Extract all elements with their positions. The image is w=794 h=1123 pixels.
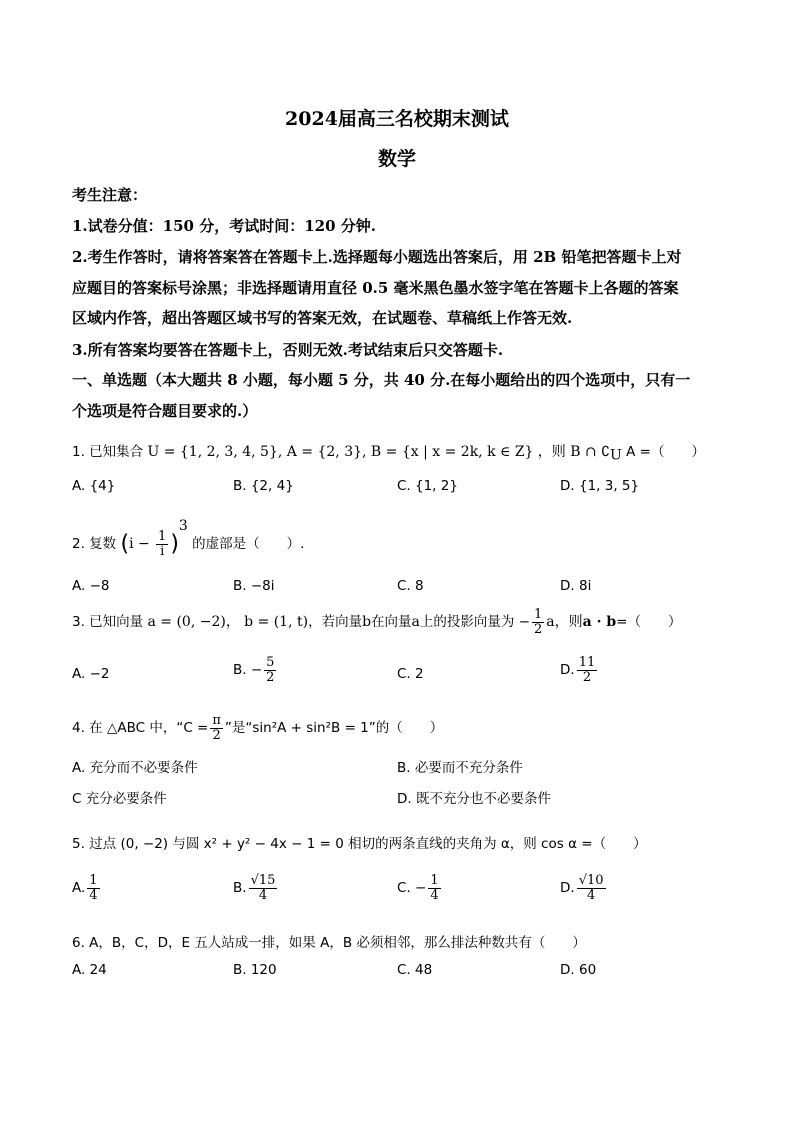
q2-inner: i − (129, 536, 150, 552)
q3-text-i: =（ ） (616, 614, 682, 631)
q2-option-a: A. −8 (72, 578, 110, 594)
q1-option-d: D. {1, 3, 5} (560, 478, 640, 494)
notice-line-1: 1.试卷分值：150 分，考试时间：120 分钟. (72, 217, 376, 235)
question-1-stem (72, 440, 722, 464)
q3-option-c: C. 2 (397, 666, 424, 682)
question-4-stem (72, 714, 722, 742)
q1-sets: U = {1, 2, 3, 4, 5}, A = {2, 3}, B = {x | x = 2k, k ∈ Z} (147, 444, 534, 460)
question-2-stem: 2. 复数 (i − $\frac{1}{i}$ )$^3$ 的虚部是（ ）. (72, 518, 305, 559)
q2-power: 3 (178, 518, 188, 534)
q5-option-d: D. $\frac{√10}{4}$ (560, 873, 604, 903)
q1-sub: U (610, 447, 622, 464)
notice-line-2c: 区域内作答，超出答题区域书写的答案无效，在试题卷、草稿纸上作答无效. (72, 309, 573, 327)
q4-option-d: D. 既不充分也不必要条件 (397, 791, 551, 807)
q1-end: A =（ ） (626, 444, 705, 460)
q2-prefix: 2. 复数 (72, 536, 117, 552)
notice-line-2b: 应题目的答案标号涂黑；非选择题请用直径 0.5 毫米黑色墨水签字笔在答题卡上各题的答案 (72, 279, 679, 297)
q4-option-b: B. 必要而不充分条件 (397, 760, 523, 776)
q2-option-b: B. −8i (233, 578, 275, 594)
q6-option-c: C. 48 (397, 962, 433, 978)
subject-title: 数学 (377, 148, 416, 170)
section-heading-a: 一、单选题（本大题共 8 小题，每小题 5 分，共 40 分.在每小题给出的四个选项中，只有一 (72, 371, 691, 389)
q1-option-b: B. {2, 4} (233, 478, 294, 494)
q3-text-b: ，若向量 (308, 614, 363, 631)
q1-option-a: A. {4} (72, 478, 116, 494)
q6-option-d: D. 60 (560, 962, 597, 978)
q3-fraction: $\frac{1}{2}$ (534, 607, 543, 637)
q3-option-d: D. $\frac{11}{2}$ (560, 655, 596, 685)
q5-option-b: B. $\frac{√15}{4}$ (233, 873, 276, 903)
q6-option-b: B. 120 (233, 962, 277, 978)
exam-title: 2024届高三名校期末测试 (285, 108, 509, 130)
question-5-stem: 5. 过点 (0, −2) 与圆 x² + y² − 4x − 1 = 0 相切的两条直线的夹角为 α，则 cos α =（ ） (72, 836, 647, 852)
q3-text-a: 3. 已知向量 (72, 614, 144, 631)
q3-vector-b: b = (1, t) (244, 614, 309, 631)
q3-option-a: A. −2 (72, 666, 110, 682)
q3-vector-a: a = (0, −2)， (147, 614, 240, 631)
question-6-stem: 6. A，B，C，D，E 五人站成一排，如果 A，B 必须相邻，那么排法种数共有（ ） (72, 935, 586, 951)
q5-option-a: A. $\frac{1}{4}$ (72, 873, 98, 903)
q2-option-d: D. 8i (560, 578, 592, 594)
q5-option-c: C. − $\frac{1}{4}$ (397, 873, 439, 903)
section-heading-b: 个选项是符合题目要求的.） (72, 402, 258, 420)
q4-fraction: $\frac{\pi}{2}$ (212, 713, 221, 743)
q6-option-a: A. 24 (72, 962, 107, 978)
q3-text-f: 上的投影向量为 − (419, 614, 531, 631)
q4-text-a: 4. 在 △ABC 中，“C = (72, 720, 209, 737)
q3-text-g: a，则 (546, 614, 583, 631)
q3-option-b: B. − $\frac{5}{2}$ (233, 655, 275, 685)
q4-option-a: A. 充分而不必要条件 (72, 760, 198, 776)
notice-heading: 考生注意： (72, 186, 148, 204)
q3-dot-product: a · b (582, 614, 617, 631)
q1-option-c: C. {1, 2} (397, 478, 458, 494)
question-3-stem (72, 608, 722, 636)
q4-text-b: ”是“sin²A + sin²B = 1”的（ ） (224, 720, 444, 737)
q3-text-d: 在向量 (371, 614, 412, 631)
q2-option-c: C. 8 (397, 578, 424, 594)
q3-text-e: a (411, 614, 420, 631)
q4-option-c: C 充分必要条件 (72, 791, 167, 807)
q1-prefix: 1. 已知集合 (72, 444, 144, 460)
q1-complement: ，则 B ∩ ∁ (537, 444, 611, 460)
q2-fraction: $\frac{1}{i}$ (158, 528, 167, 559)
notice-line-3: 3.所有答案均要答在答题卡上，否则无效.考试结束后只交答题卡. (72, 341, 504, 359)
q3-text-c: b (362, 614, 372, 631)
q2-end: 的虚部是（ ）. (192, 536, 305, 552)
notice-line-2a: 2.考生作答时，请将答案答在答题卡上.选择题每小题选出答案后，用 2B 铅笔把答题卡上对 (72, 248, 682, 266)
